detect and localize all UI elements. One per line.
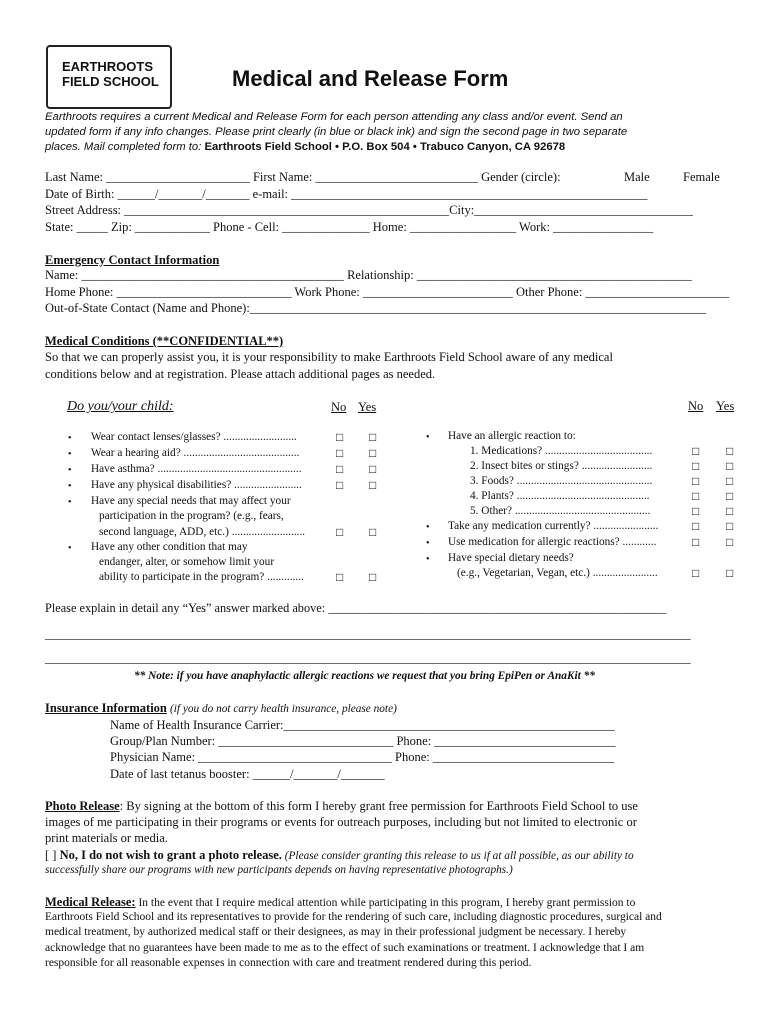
checkbox-yes[interactable]: □ xyxy=(726,566,734,580)
page-title: Medical and Release Form xyxy=(232,66,509,91)
photo-optout-checkbox[interactable]: [ ] xyxy=(45,848,60,862)
list-item: Use medication for allergic reactions? ............ xyxy=(448,536,657,548)
list-item: second language, ADD, etc.) .......................... xyxy=(99,526,306,538)
list-item: endanger, alter, or somehow limit your xyxy=(99,556,275,568)
photo-optout-note: (Please consider granting this release to us if at all possible, as our ability to xyxy=(281,850,634,862)
personal-row-3[interactable]: Street Address: ____________________________________________________City:___________________________________ xyxy=(45,203,693,217)
photo-line-3: print materials or media. xyxy=(45,831,168,845)
list-item: Take any medication currently? ....................... xyxy=(448,520,659,532)
earthroots-logo xyxy=(46,45,172,109)
checkbox-yes[interactable]: □ xyxy=(369,462,377,476)
medical-para-1: So that we can properly assist you, it is your responsibility to make Earthroots Field School aware of any medical xyxy=(45,350,613,364)
bullet: • xyxy=(68,497,72,508)
explain-line-2[interactable]: _________________________________________________________________________________________________________ xyxy=(45,627,691,641)
question-heading: Do you/your child: xyxy=(67,399,174,414)
list-item: 1. Medications? ...................................... xyxy=(470,445,653,457)
list-item: 4. Plants? ............................................... xyxy=(470,490,650,502)
emergency-row-1[interactable]: Name: __________________________________________ Relationship: ____________________________________________ xyxy=(45,268,692,282)
list-item: Wear a hearing aid? ......................................... xyxy=(91,447,300,459)
checkbox-no[interactable]: □ xyxy=(336,525,344,539)
medrelease-line-1 xyxy=(45,895,635,910)
emergency-heading: Emergency Contact Information xyxy=(45,253,220,267)
insurance-row-4[interactable]: Date of last tetanus booster: ______/_______/_______ xyxy=(110,767,385,781)
checkbox-yes[interactable]: □ xyxy=(726,459,734,473)
logo-line-1: EARTHROOTS xyxy=(62,59,153,74)
emergency-row-3[interactable]: Out-of-State Contact (Name and Phone):_________________________________________________________________________ xyxy=(45,301,707,315)
gender-female[interactable]: Female xyxy=(683,170,720,184)
checkbox-no[interactable]: □ xyxy=(336,478,344,492)
bullet: • xyxy=(426,538,430,549)
checkbox-yes[interactable]: □ xyxy=(726,519,734,533)
list-item: ability to participate in the program? ............. xyxy=(99,571,304,583)
insurance-row-3[interactable]: Physician Name: _______________________________ Phone: _____________________________ xyxy=(110,750,615,764)
gender-male[interactable]: Male xyxy=(624,170,650,184)
list-item: Have any special needs that may affect your xyxy=(91,495,291,507)
insurance-heading-row xyxy=(45,701,397,716)
photo-optout-note-2: successfully share our programs with new participants depends on having representative photographs.) xyxy=(45,864,513,876)
bullet: • xyxy=(426,554,430,565)
checkbox-no[interactable]: □ xyxy=(692,444,700,458)
mailing-address: Earthroots Field School • P.O. Box 504 • Trabuco Canyon, CA 92678 xyxy=(204,141,566,153)
personal-row-1 xyxy=(45,170,561,185)
medrelease-line-3: medical treatment, by authorized medical staff or their designees, as may in their professional judgment be necessary. I hereby xyxy=(45,926,627,938)
intro-paragraph xyxy=(45,110,627,155)
emergency-row-2[interactable]: Home Phone: ____________________________ Work Phone: ________________________ Other Phone: _______________________ xyxy=(45,285,730,299)
explain-line[interactable]: Please explain in detail any “Yes” answer marked above: _______________________________________________________ xyxy=(45,601,667,615)
list-item: (e.g., Vegetarian, Vegan, etc.) ....................... xyxy=(457,567,658,579)
right-no-header: No xyxy=(688,399,704,413)
list-item: Wear contact lenses/glasses? .......................... xyxy=(91,431,297,443)
intro-line-3 xyxy=(45,140,627,155)
left-no-header: No xyxy=(331,400,347,414)
logo-line-2: FIELD SCHOOL xyxy=(62,74,159,89)
bullet: • xyxy=(68,465,72,476)
personal-row-2[interactable]: Date of Birth: ______/_______/_______ e-mail: _________________________________________________________ xyxy=(45,187,648,201)
insurance-row-2[interactable]: Group/Plan Number: ____________________________ Phone: _____________________________ xyxy=(110,734,616,748)
checkbox-no[interactable]: □ xyxy=(692,459,700,473)
personal-row-4[interactable]: State: _____ Zip: ____________ Phone - Cell: ______________ Home: _________________ Work: ________________ xyxy=(45,220,654,234)
left-yes-header: Yes xyxy=(358,400,377,414)
bullet: • xyxy=(68,543,72,554)
intro-line-1: Earthroots requires a current Medical and Release Form for each person attending any class and/or event. Send an xyxy=(45,111,623,123)
medrelease-line-2: Earthroots Field School and its representatives to provide for the rendering of such care, including diagnostic procedures, surgical and xyxy=(45,911,662,923)
checkbox-no[interactable]: □ xyxy=(336,570,344,584)
list-item: 5. Other? ................................................ xyxy=(470,505,651,517)
checkbox-yes[interactable]: □ xyxy=(369,570,377,584)
checkbox-no[interactable]: □ xyxy=(692,535,700,549)
checkbox-no[interactable]: □ xyxy=(692,519,700,533)
medrelease-line-5: responsible for all reasonable expenses in connection with care and treatment rendered during this period. xyxy=(45,957,532,969)
checkbox-yes[interactable]: □ xyxy=(726,444,734,458)
list-item: Have an allergic reaction to: xyxy=(448,430,576,442)
photo-text-1: : By signing at the bottom of this form I hereby grant free permission for Earthroots Field School to use xyxy=(119,799,638,813)
name-fields: Last Name: _______________________ First Name: __________________________ Gender (circle): xyxy=(45,170,561,184)
bullet: • xyxy=(426,522,430,533)
checkbox-no[interactable]: □ xyxy=(692,474,700,488)
photo-optout-line xyxy=(45,848,634,863)
list-item: participation in the program? (e.g., fears, xyxy=(99,510,284,522)
bullet: • xyxy=(68,449,72,460)
epipen-note: ** Note: if you have anaphylactic allergic reactions we request that you bring EpiPen or AnaKit ** xyxy=(134,670,595,682)
medrelease-line-4: acknowledge that no guarantees have been made to me as to the effect of such examinations or treatment. I acknowledge that I am xyxy=(45,942,645,954)
checkbox-no[interactable]: □ xyxy=(336,462,344,476)
photo-heading: Photo Release xyxy=(45,799,120,813)
checkbox-no[interactable]: □ xyxy=(692,566,700,580)
checkbox-yes[interactable]: □ xyxy=(369,525,377,539)
checkbox-yes[interactable]: □ xyxy=(369,430,377,444)
medrelease-heading: Medical Release: xyxy=(45,895,136,909)
insurance-heading: Insurance Information xyxy=(45,701,167,715)
checkbox-yes[interactable]: □ xyxy=(726,535,734,549)
checkbox-yes[interactable]: □ xyxy=(369,478,377,492)
intro-line-3-text: places. Mail completed form to: xyxy=(45,141,205,153)
checkbox-yes[interactable]: □ xyxy=(726,474,734,488)
list-item: 2. Insect bites or stings? ......................... xyxy=(470,460,653,472)
list-item: Have asthma? ................................................... xyxy=(91,463,302,475)
list-item: 3. Foods? ................................................ xyxy=(470,475,653,487)
right-yes-header: Yes xyxy=(716,399,735,413)
list-item: Have special dietary needs? xyxy=(448,552,574,564)
bullet: • xyxy=(426,432,430,443)
checkbox-yes[interactable]: □ xyxy=(726,489,734,503)
checkbox-yes[interactable]: □ xyxy=(369,446,377,460)
insurance-row-1[interactable]: Name of Health Insurance Carrier:_____________________________________________________ xyxy=(110,718,615,732)
photo-line-1 xyxy=(45,799,638,814)
checkbox-no[interactable]: □ xyxy=(692,489,700,503)
checkbox-yes[interactable]: □ xyxy=(726,504,734,518)
explain-line-3[interactable]: _________________________________________________________________________________________________________ xyxy=(45,651,691,665)
photo-optout-label: No, I do not wish to grant a photo release. xyxy=(59,848,282,862)
list-item: Have any other condition that may xyxy=(91,541,248,553)
list-item: Have any physical disabilities? ........................ xyxy=(91,479,302,491)
checkbox-no[interactable]: □ xyxy=(336,430,344,444)
photo-line-2: images of me participating in their programs or events for outreach purposes, including but not limited to electronic or xyxy=(45,815,637,829)
medical-para-2: conditions below and at registration. Please attach additional pages as needed. xyxy=(45,367,436,381)
bullet: • xyxy=(68,433,72,444)
medical-heading: Medical Conditions (**CONFIDENTIAL**) xyxy=(45,334,284,348)
checkbox-no[interactable]: □ xyxy=(336,446,344,460)
insurance-subheading: (if you do not carry health insurance, please note) xyxy=(170,703,397,715)
checkbox-no[interactable]: □ xyxy=(692,504,700,518)
medrelease-text-1: In the event that I require medical attention while participating in this program, I hereby grant permission to xyxy=(135,897,636,909)
intro-line-2: updated form if any info changes. Please print clearly (in blue or black ink) and sign the second page in two separate xyxy=(45,126,628,138)
bullet: • xyxy=(68,481,72,492)
